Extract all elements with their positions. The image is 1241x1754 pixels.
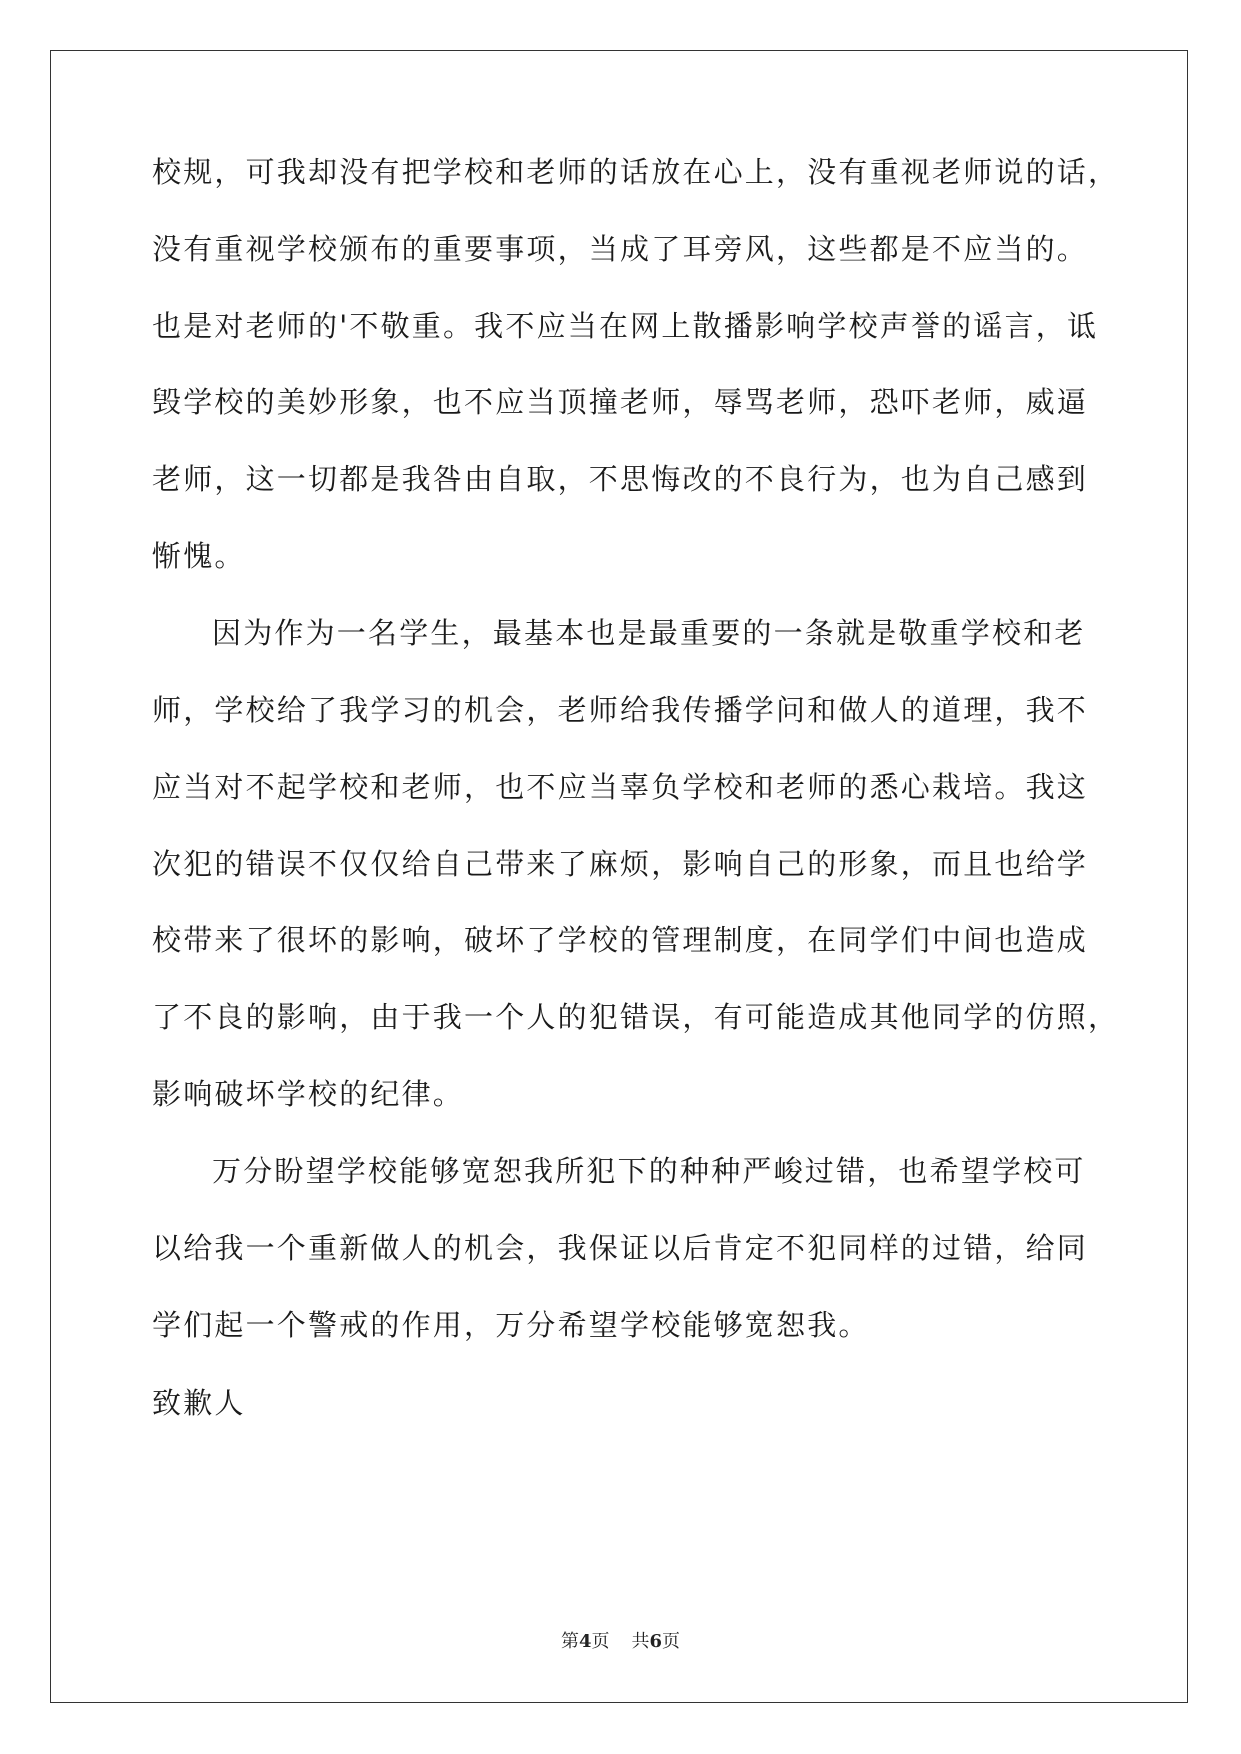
total-prefix: 共 <box>631 1631 650 1652</box>
page-footer <box>0 1627 1241 1653</box>
text-line: 老师，这一切都是我咎由自取，不思悔改的不良行为，也为自己感到 <box>152 462 1089 496</box>
text-line: 应当对不起学校和老师，也不应当辜负学校和老师的悉心栽培。我这 <box>152 770 1089 804</box>
page-prefix: 第 <box>560 1631 579 1652</box>
text-line: 学们起一个警戒的作用，万分希望学校能够宽恕我。 <box>152 1308 870 1342</box>
paragraph-first-line: 万分盼望学校能够宽恕我所犯下的种种严峻过错，也希望学校可 <box>212 1154 1086 1188</box>
text-line: 校带来了很坏的影响，破坏了学校的管理制度，在同学们中间也造成 <box>152 923 1089 957</box>
text-line: 毁学校的美妙形象，也不应当顶撞老师，辱骂老师，恐吓老师，威逼 <box>152 385 1089 419</box>
text-line: 也是对老师的'不敬重。我不应当在网上散播影响学校声誉的谣言，诋 <box>152 309 1099 343</box>
total-suffix: 页 <box>662 1631 681 1652</box>
text-line: 影响破坏学校的纪律。 <box>152 1077 465 1111</box>
text-line: 惭愧。 <box>152 539 246 573</box>
text-line: 了不良的影响，由于我一个人的犯错误，有可能造成其他同学的仿照， <box>152 1000 1120 1034</box>
text-line: 次犯的错误不仅仅给自己带来了麻烦，影响自己的形象，而且也给学 <box>152 847 1089 881</box>
text-line: 师，学校给了我学习的机会，老师给我传播学问和做人的道理，我不 <box>152 693 1089 727</box>
paragraph-first-line: 因为作为一名学生，最基本也是最重要的一条就是敬重学校和老 <box>212 616 1086 650</box>
signature-label: 致歉人 <box>152 1386 246 1420</box>
text-line: 校规，可我却没有把学校和老师的话放在心上，没有重视老师说的话， <box>152 155 1120 189</box>
page-suffix: 页 <box>591 1631 610 1652</box>
text-line: 没有重视学校颁布的重要事项，当成了耳旁风，这些都是不应当的。 <box>152 232 1089 266</box>
current-page-number: 4 <box>578 1631 592 1652</box>
total-pages-number: 6 <box>649 1631 663 1652</box>
text-line: 以给我一个重新做人的机会，我保证以后肯定不犯同样的过错，给同 <box>152 1231 1089 1265</box>
